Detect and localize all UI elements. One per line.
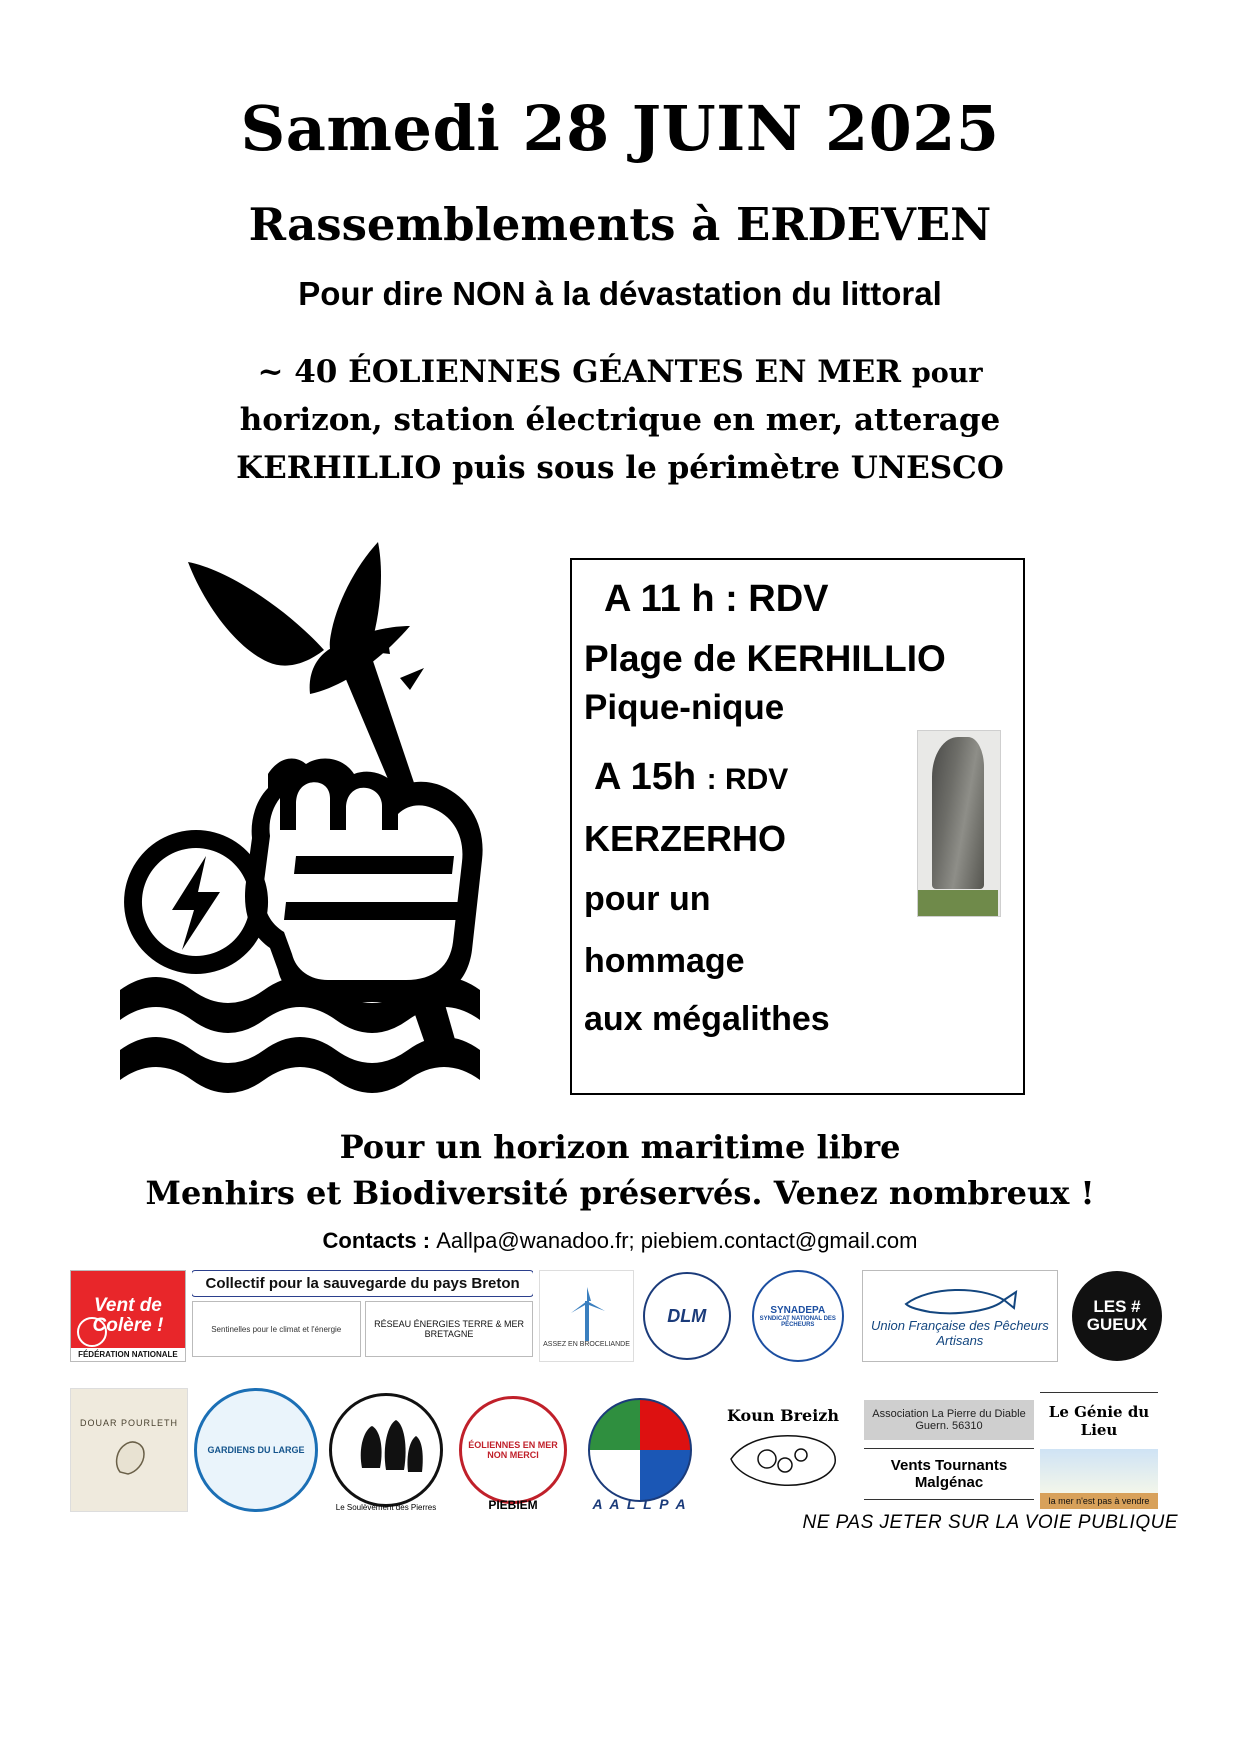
logo-koun-title: Koun Breizh xyxy=(727,1405,839,1425)
subtitle: Rassemblements à ERDEVEN xyxy=(248,198,992,251)
logo-le-genie-du-lieu xyxy=(1040,1388,1158,1512)
logo-soulevement-circle xyxy=(329,1393,443,1507)
schedule-time-1: A 11 h : RDV xyxy=(604,578,829,620)
schedule-place-2: KERZERHO xyxy=(584,818,787,859)
logo-collectif-pays-breton xyxy=(192,1270,534,1362)
bird-icon xyxy=(102,1428,156,1482)
description-line1-tail: pour xyxy=(911,358,983,389)
logo-gardiens-title: GARDIENS DU LARGE xyxy=(207,1445,305,1455)
schedule-detail-1: pour un xyxy=(584,880,711,918)
schedule-detail-2: hommage xyxy=(584,942,745,980)
logo-la-pierre-du-diable xyxy=(864,1388,1034,1512)
logo-koun-breizh xyxy=(708,1388,858,1512)
logo-reseau-energies: RÉSEAU ÉNERGIES TERRE & MER BRETAGNE xyxy=(365,1301,534,1357)
menhir-grass xyxy=(918,890,998,916)
logo-soulevement-caption: Le Soulèvement des Pierres xyxy=(335,1503,437,1512)
schedule-detail-3: aux mégalithes xyxy=(584,1000,830,1038)
schedule-time-2 xyxy=(594,756,788,799)
logo-genie-bottom: la mer n'est pas à vendre xyxy=(1040,1493,1158,1509)
logo-upfa-title: Union Française des Pêcheurs Artisans xyxy=(870,1318,1049,1348)
menhir-photo xyxy=(917,730,1001,917)
page-title: Samedi 28 JUIN 2025 xyxy=(240,92,1000,165)
schedule-place-1: Plage de KERHILLIO xyxy=(584,638,946,679)
description-line3: KERHILLIO puis sous le périmètre UNESCO xyxy=(236,450,1004,487)
logo-dlm-title: DLM xyxy=(643,1272,731,1360)
description-line1: ~ 40 ÉOLIENNES GÉANTES EN MER xyxy=(257,354,902,390)
logo-union-francaise-pecheurs xyxy=(862,1270,1058,1362)
project-description xyxy=(110,348,1130,492)
logo-dlm xyxy=(640,1270,734,1362)
logo-gardiens-du-large xyxy=(194,1388,318,1512)
logo-genie-title: Le Génie du Lieu xyxy=(1040,1392,1158,1449)
tagline: Pour dire NON à la dévastation du littoral xyxy=(298,275,942,312)
contacts xyxy=(0,1228,1240,1254)
logo-piebiem xyxy=(454,1388,572,1512)
schedule-time-2-suffix: : RDV xyxy=(706,763,789,796)
logo-assez-en-broceliande xyxy=(539,1270,633,1362)
logo-assez-caption: ASSEZ EN BROCELIANDE xyxy=(543,1340,630,1348)
contacts-emails[interactable]: Aallpa@wanadoo.fr; piebiem.contact@gmail.com xyxy=(436,1228,918,1253)
logo-vent-de-colere xyxy=(70,1270,186,1362)
slogan-line-1: Pour un horizon maritime libre xyxy=(339,1128,901,1166)
fish-icon xyxy=(900,1284,1020,1318)
target-icon xyxy=(77,1317,107,1347)
logo-les-gueux xyxy=(1064,1270,1170,1362)
logo-synadepa-circle xyxy=(752,1270,844,1362)
logo-piebiem-caption: PIEBIEM xyxy=(488,1498,538,1512)
description-line2: horizon, station électrique en mer, atterage xyxy=(239,402,1001,439)
logo-pierre-bottom: Vents Tournants Malgénac xyxy=(864,1448,1034,1500)
partner-logos-row-1 xyxy=(70,1268,1170,1364)
protest-illustration xyxy=(110,530,540,1100)
logo-soulevement-des-pierres xyxy=(324,1388,448,1512)
menhirs-icon xyxy=(336,1396,436,1496)
logo-synadepa xyxy=(740,1270,856,1362)
logo-vent-de-colere-title: Vent de Colère ! xyxy=(92,1295,164,1336)
schedule-time-2-prefix: A 15h xyxy=(594,756,697,798)
logo-pierre-top: Association La Pierre du Diable Guern. 56310 xyxy=(864,1400,1034,1440)
logo-collectif-title: Collectif pour la sauvegarde du pays Breton xyxy=(192,1270,534,1297)
logo-douar-title: DOUAR POURLETH xyxy=(79,1418,178,1428)
logo-vent-de-colere-subtitle: FÉDÉRATION NATIONALE xyxy=(71,1348,185,1361)
logo-genie-image xyxy=(1040,1449,1158,1493)
logo-gardiens-circle xyxy=(194,1388,318,1512)
logo-douar-pourleth xyxy=(70,1388,188,1512)
brittany-map-icon xyxy=(723,1425,843,1495)
wind-turbine-icon xyxy=(565,1285,609,1341)
logo-aallpa-circle xyxy=(588,1398,692,1502)
logo-les-gueux-title: LES # GUEUX xyxy=(1072,1271,1162,1361)
logo-piebiem-title: ÉOLIENNES EN MER NON MERCI xyxy=(468,1440,558,1460)
logo-sentinelles-climat: Sentinelles pour le climat et l'énergie xyxy=(192,1301,361,1357)
contacts-label: Contacts : xyxy=(322,1228,431,1253)
closing-slogan xyxy=(0,1124,1240,1217)
logo-collectif-subrow xyxy=(192,1301,534,1357)
footer-note: NE PAS JETER SUR LA VOIE PUBLIQUE xyxy=(802,1512,1178,1533)
logo-aallpa xyxy=(578,1388,702,1512)
logo-synadepa-subtitle: SYNDICAT NATIONAL DES PÊCHEURS xyxy=(759,1315,836,1328)
slogan-line-2: Menhirs et Biodiversité préservés. Venez nombreux ! xyxy=(145,1174,1095,1213)
partner-logos-row-2 xyxy=(70,1386,1170,1514)
schedule-box xyxy=(570,558,1025,1095)
schedule-place-1-extra: Pique-nique xyxy=(584,688,785,727)
logo-aallpa-caption: A A L L P A xyxy=(592,1496,688,1512)
logo-piebiem-circle xyxy=(459,1396,567,1504)
logo-synadepa-title: SYNADEPA xyxy=(770,1304,826,1316)
menhir-stone xyxy=(932,737,984,889)
